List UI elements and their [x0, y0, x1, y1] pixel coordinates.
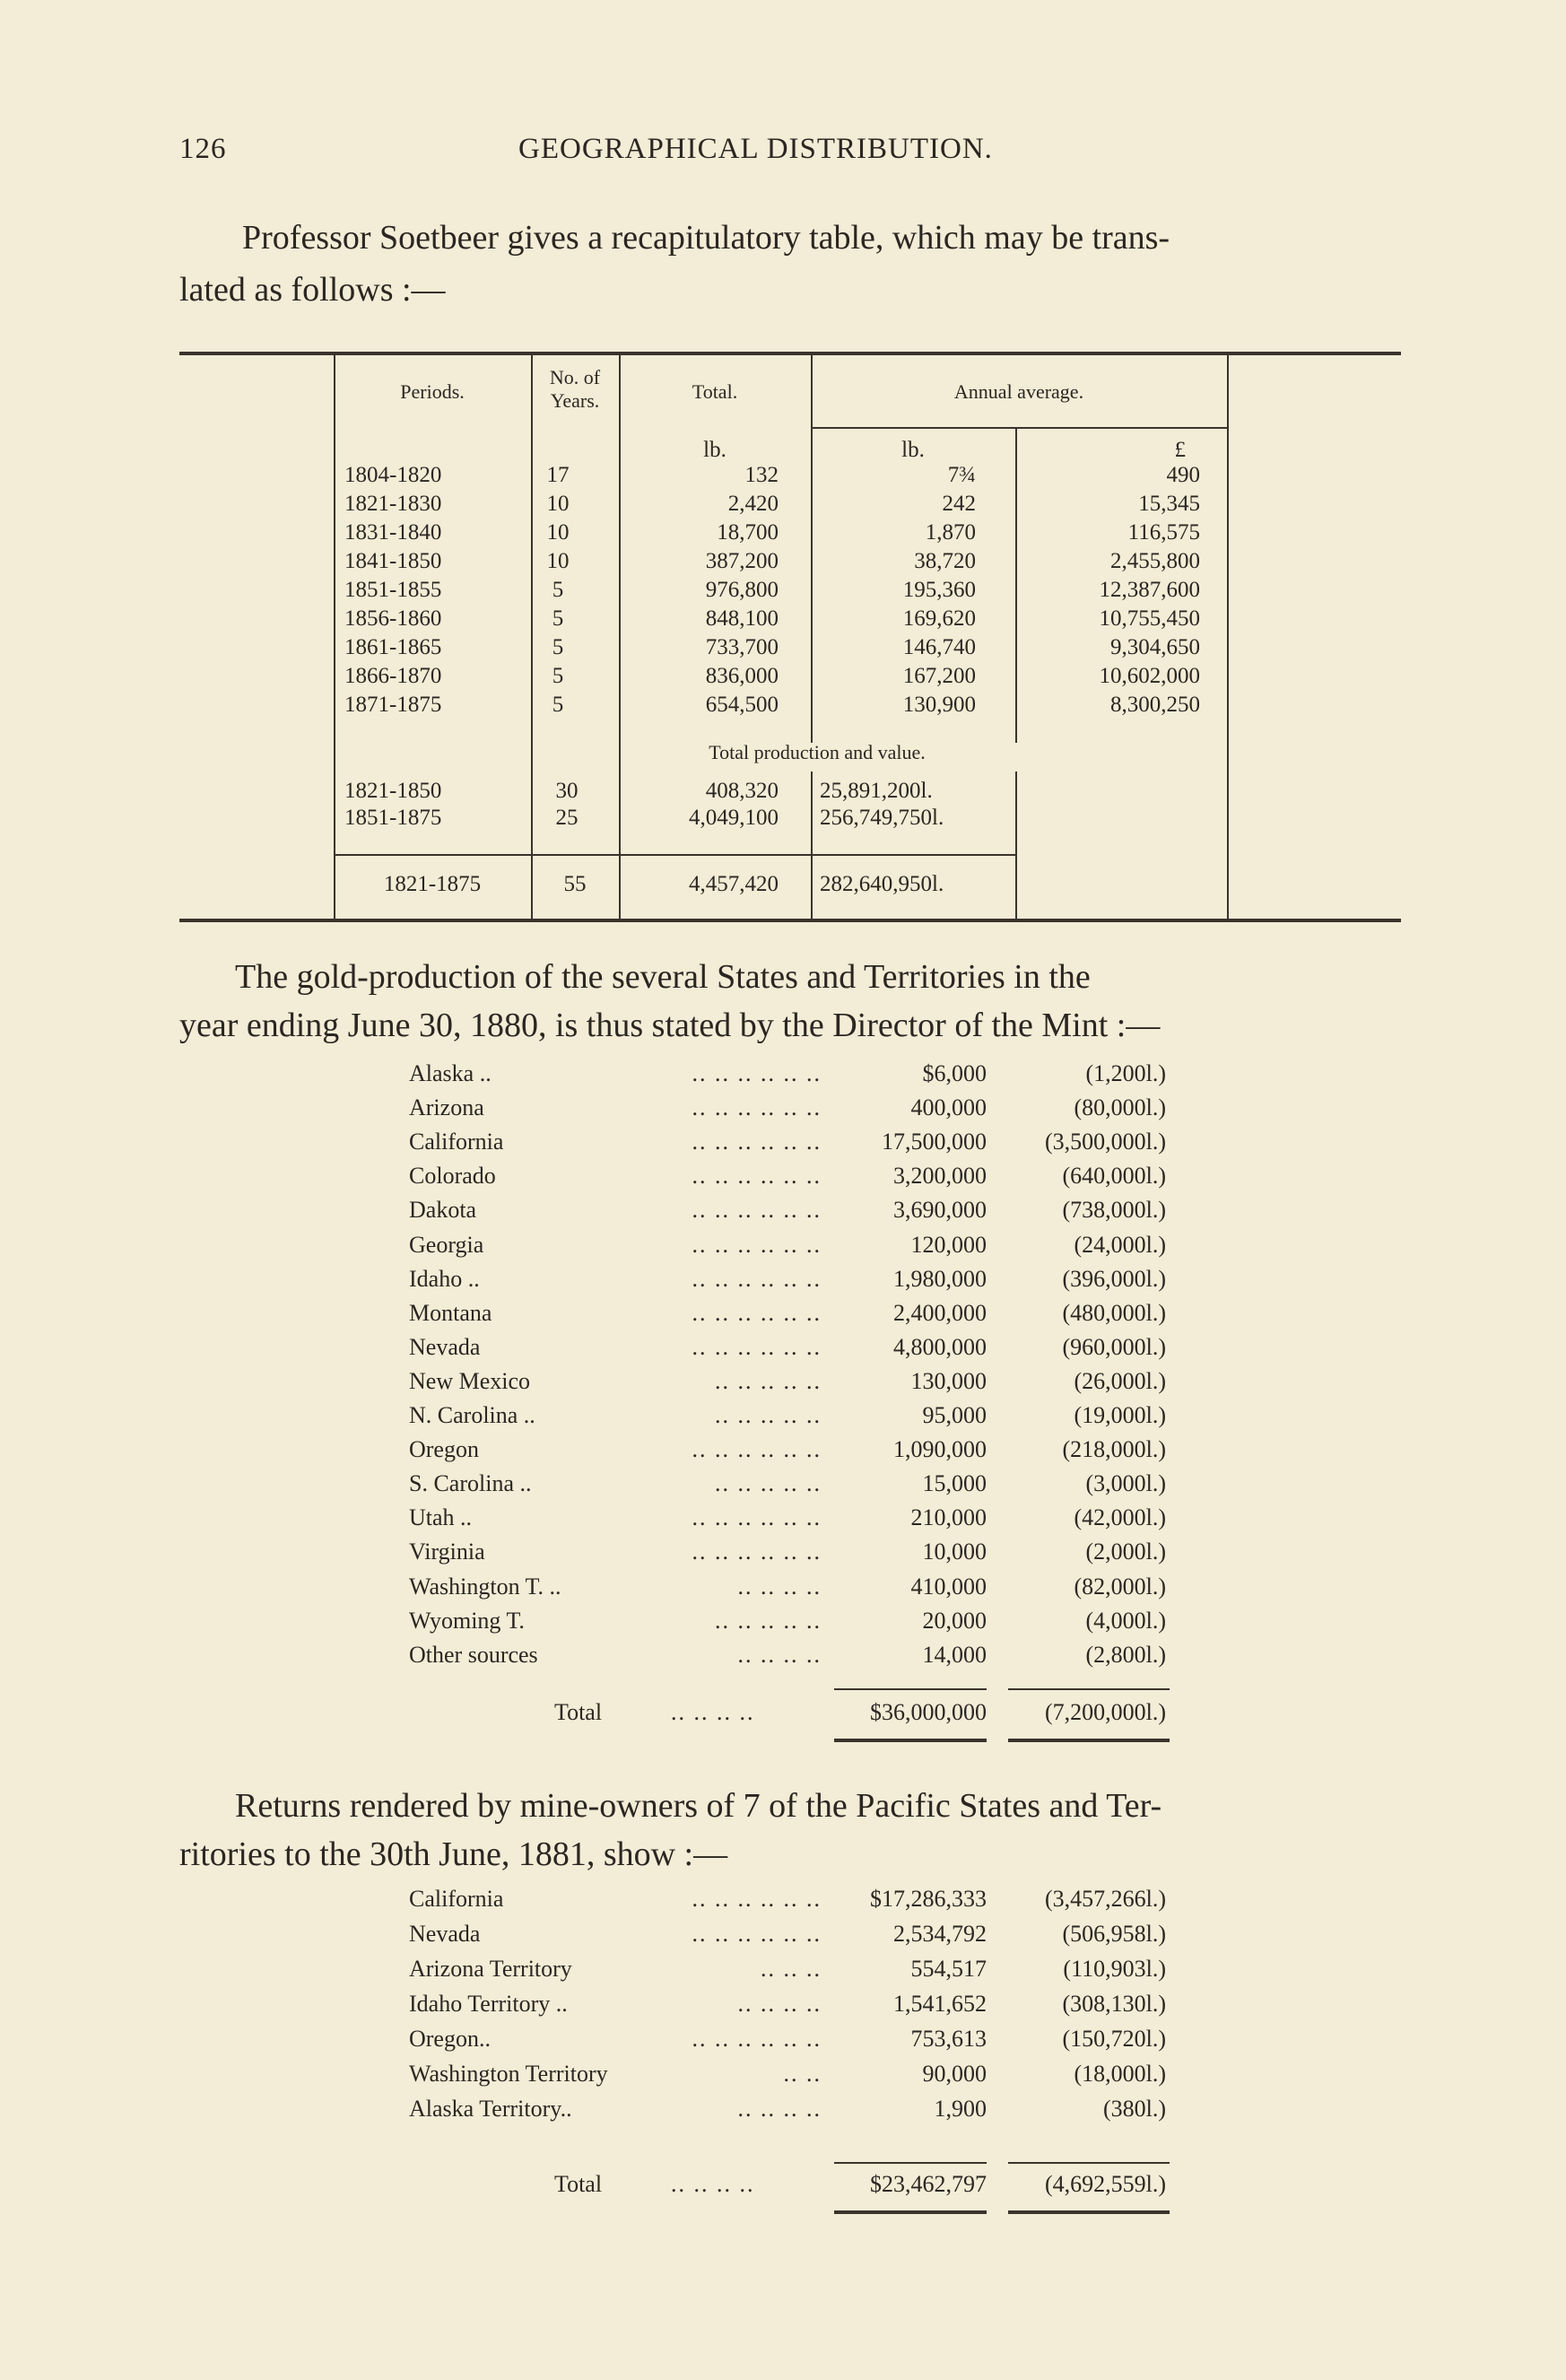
list-item-dollars: 1,900 [934, 2096, 987, 2122]
list-item-sterling: (380l.) [1102, 2096, 1166, 2122]
table-cell-years: 5 [552, 693, 564, 717]
grand-value: 282,640,950l. [820, 872, 944, 896]
table-cell-period: 1841-1850 [344, 549, 442, 573]
table-cell-avg-lb: 130,900 [902, 693, 976, 717]
table-cell-avg-lb: 7¾ [947, 463, 976, 487]
list-item-name: California [409, 1886, 504, 1912]
grand-period: 1821-1875 [383, 872, 482, 896]
table-cell-avg-lb: 242 [942, 492, 976, 516]
list-item-name: Wyoming T. [409, 1607, 525, 1634]
list-item-sterling: (82,000l.) [1074, 1573, 1166, 1600]
list-item-dollars: 130,000 [910, 1367, 987, 1394]
list-item-dollars: 1,980,000 [893, 1265, 987, 1292]
table-cell-period: 1861-1865 [344, 635, 442, 659]
table-cell-avg-value: 8,300,250 [1110, 693, 1200, 717]
list-item-name: N. Carolina .. [409, 1402, 535, 1428]
grand-total: 4,457,420 [689, 872, 779, 896]
list-item-dollars: 3,200,000 [893, 1163, 987, 1190]
table-cell-years: 10 [546, 492, 570, 516]
list-item-dollars: 95,000 [922, 1402, 987, 1428]
list-item-sterling: (26,000l.) [1074, 1367, 1166, 1394]
header-total: Total. [692, 380, 738, 403]
table-cell-years: 10 [546, 520, 570, 545]
grand-years: 55 [563, 872, 587, 896]
list-item-dots: .. .. .. .. .. .. [692, 1197, 822, 1224]
running-head: GEOGRAPHICAL DISTRIBUTION. [518, 133, 993, 165]
list-item-sterling: (4,000l.) [1085, 1607, 1166, 1634]
table-cell-avg-lb: 167,200 [902, 664, 976, 688]
list-item-dollars: 3,690,000 [893, 1197, 987, 1224]
page-number: 126 [179, 133, 227, 165]
list-item-dots: .. .. .. .. .. .. [692, 1163, 822, 1190]
list-item-dollars: 753,613 [910, 2026, 987, 2052]
list-item-sterling: (150,720l.) [1062, 2026, 1166, 2052]
table-cell-avg-lb: 1,870 [925, 520, 976, 545]
list-item-dollars: 2,400,000 [893, 1299, 987, 1326]
list-item-name: Oregon.. [409, 2026, 491, 2052]
subrow-period: 1851-1875 [344, 806, 442, 830]
table-cell-avg-lb: 195,360 [902, 578, 976, 602]
list-item-dots: .. .. .. .. .. .. [692, 1539, 822, 1565]
list-item-dollars: 14,000 [922, 1641, 987, 1668]
list-item-sterling: (506,958l.) [1062, 1921, 1166, 1947]
table-cell-years: 5 [552, 635, 564, 659]
intro-paragraph-3-line-2: ritories to the 30th June, 1881, show :— [179, 1835, 728, 1873]
unit-annual-lb: lb. [901, 438, 925, 462]
list-item-dots: .. .. .. .. .. .. [692, 1265, 822, 1292]
list-item-dollars: 1,090,000 [893, 1436, 987, 1463]
unit-annual-pounds: £ [1174, 438, 1186, 462]
list-item-dots: .. .. .. .. .. [715, 1367, 822, 1394]
list-item-sterling: (640,000l.) [1062, 1163, 1166, 1190]
header-years-line-1: No. of [549, 366, 601, 388]
table-cell-avg-value: 490 [1166, 463, 1200, 487]
list-item-dollars: 15,000 [922, 1470, 987, 1497]
table-cell-period: 1856-1860 [344, 606, 442, 631]
list-item-name: Alaska .. [409, 1060, 492, 1086]
list-item-dots: .. .. .. .. .. .. [692, 1231, 822, 1258]
subrow-period: 1821-1850 [344, 779, 442, 803]
list-item-name: S. Carolina .. [409, 1470, 532, 1497]
subrow-total: 408,320 [705, 779, 779, 803]
table-cell-avg-lb: 169,620 [902, 606, 976, 631]
list-item-sterling: (3,500,000l.) [1044, 1129, 1166, 1155]
total-1881-label: Total [554, 2171, 603, 2197]
table-cell-years: 5 [552, 578, 564, 602]
table-cell-avg-value: 12,387,600 [1099, 578, 1200, 602]
intro-paragraph-1-line-1: Professor Soetbeer gives a recapitulatory table, which may be trans- [242, 219, 1170, 257]
list-item-sterling: (24,000l.) [1074, 1231, 1166, 1258]
table-cell-total: 733,700 [705, 635, 779, 659]
total-1880-dollars: $36,000,000 [870, 1699, 987, 1725]
header-years-line-2: Years. [550, 389, 600, 412]
list-item-sterling: (42,000l.) [1074, 1504, 1166, 1531]
subrow-years: 25 [555, 806, 579, 830]
table-cell-avg-value: 15,345 [1138, 492, 1200, 516]
list-item-sterling: (3,000l.) [1085, 1470, 1166, 1497]
subrow-total: 4,049,100 [689, 806, 779, 830]
intro-paragraph-1-line-2: lated as follows :— [179, 271, 446, 309]
table-cell-avg-lb: 146,740 [902, 635, 976, 659]
table-cell-total: 848,100 [705, 606, 779, 631]
table-cell-years: 10 [546, 549, 570, 573]
table-cell-total: 132 [744, 463, 779, 487]
subrow-years: 30 [555, 779, 579, 803]
list-item-dollars: 10,000 [922, 1539, 987, 1565]
list-item-dots: .. .. .. .. .. .. [692, 1094, 822, 1121]
total-1881-dollars: $23,462,797 [870, 2171, 987, 2197]
list-item-dollars: 90,000 [922, 2061, 987, 2087]
table-cell-total: 654,500 [705, 693, 779, 717]
unit-total-lb: lb. [703, 438, 726, 462]
list-item-sterling: (80,000l.) [1074, 1094, 1166, 1121]
list-item-dollars: 554,517 [910, 1956, 987, 1982]
list-item-name: Alaska Territory.. [409, 2096, 572, 2122]
list-item-sterling: (480,000l.) [1062, 1299, 1166, 1326]
list-item-sterling: (2,000l.) [1085, 1539, 1166, 1565]
table-cell-period: 1851-1855 [344, 578, 442, 602]
list-item-dollars: 410,000 [910, 1573, 987, 1600]
list-item-name: Georgia [409, 1231, 484, 1258]
list-item-dots: .. .. .. .. .. .. [692, 1299, 822, 1326]
table-cell-total: 18,700 [717, 520, 779, 545]
list-item-dots: .. .. .. .. .. [715, 1470, 822, 1497]
list-item-dots: .. .. [783, 2061, 822, 2087]
list-item-sterling: (18,000l.) [1074, 2061, 1166, 2087]
table-cell-period: 1871-1875 [344, 693, 442, 717]
list-item-name: Colorado [409, 1163, 496, 1190]
list-item-dots: .. .. .. .. .. .. [692, 1921, 822, 1947]
intro-paragraph-2-line-1: The gold-production of the several States and Territories in the [235, 958, 1091, 996]
list-item-sterling: (110,903l.) [1063, 1956, 1166, 1982]
table-cell-avg-lb: 38,720 [914, 549, 976, 573]
table-cell-period: 1831-1840 [344, 520, 442, 545]
list-item-sterling: (2,800l.) [1085, 1641, 1166, 1668]
table-subheading: Total production and value. [709, 741, 926, 763]
table-cell-total: 836,000 [705, 664, 779, 688]
list-item-dollars: 20,000 [922, 1607, 987, 1634]
list-item-name: Idaho Territory .. [409, 1991, 568, 2017]
list-item-sterling: (738,000l.) [1062, 1197, 1166, 1224]
table-cell-period: 1821-1830 [344, 492, 442, 516]
list-item-name: Nevada [409, 1333, 481, 1360]
table-cell-total: 2,420 [727, 492, 779, 516]
list-item-name: Washington Territory [409, 2061, 608, 2087]
intro-paragraph-3-line-1: Returns rendered by mine-owners of 7 of the Pacific States and Ter- [235, 1787, 1162, 1825]
list-item-dots: .. .. .. .. [737, 1573, 822, 1600]
list-item-name: Oregon [409, 1436, 479, 1463]
list-item-dots: .. .. .. .. .. .. [692, 1333, 822, 1360]
list-item-name: Idaho .. [409, 1265, 480, 1292]
list-item-dollars: $6,000 [922, 1060, 987, 1086]
subrow-value: 256,749,750l. [820, 806, 944, 830]
total-1881-dots: .. .. .. .. [671, 2171, 755, 2197]
table-cell-total: 976,800 [705, 578, 779, 602]
list-item-dollars: 4,800,000 [893, 1333, 987, 1360]
list-item-dollars: $17,286,333 [870, 1886, 987, 1912]
list-item-dollars: 1,541,652 [893, 1991, 987, 2017]
list-item-dots: .. .. .. .. .. .. [692, 1060, 822, 1086]
list-item-dollars: 120,000 [910, 1231, 987, 1258]
table-cell-period: 1804-1820 [344, 463, 442, 487]
list-item-name: California [409, 1129, 504, 1155]
list-item-name: New Mexico [409, 1367, 531, 1394]
list-item-name: Washington T. .. [409, 1573, 561, 1600]
list-item-name: Nevada [409, 1921, 481, 1947]
intro-paragraph-2-line-2: year ending June 30, 1880, is thus stated by the Director of the Mint :— [179, 1007, 1161, 1044]
list-item-name: Arizona Territory [409, 1956, 572, 1982]
list-item-sterling: (19,000l.) [1074, 1402, 1166, 1428]
table-cell-avg-value: 10,755,450 [1099, 606, 1200, 631]
list-item-dots: .. .. .. .. .. .. [692, 1886, 822, 1912]
list-item-dollars: 2,534,792 [893, 1921, 987, 1947]
header-periods: Periods. [400, 380, 465, 403]
table-cell-avg-value: 9,304,650 [1110, 635, 1200, 659]
list-item-name: Montana [409, 1299, 492, 1326]
list-item-dots: .. .. .. [761, 1956, 822, 1982]
list-item-dots: .. .. .. .. [737, 2096, 822, 2122]
table-cell-period: 1866-1870 [344, 664, 442, 688]
list-item-sterling: (3,457,266l.) [1044, 1886, 1166, 1912]
list-item-dots: .. .. .. .. [737, 1991, 822, 2017]
list-item-sterling: (308,130l.) [1062, 1991, 1166, 2017]
list-item-name: Arizona [409, 1094, 484, 1121]
list-item-dots: .. .. .. .. .. .. [692, 2026, 822, 2052]
table-cell-avg-value: 116,575 [1127, 520, 1200, 545]
total-1880-dots: .. .. .. .. [671, 1699, 755, 1725]
total-1880-label: Total [554, 1699, 603, 1725]
list-item-dots: .. .. .. .. [737, 1641, 822, 1668]
subrow-value: 25,891,200l. [820, 779, 933, 803]
list-item-dots: .. .. .. .. .. [715, 1402, 822, 1428]
list-item-sterling: (1,200l.) [1085, 1060, 1166, 1086]
list-item-sterling: (396,000l.) [1062, 1265, 1166, 1292]
list-item-dots: .. .. .. .. .. .. [692, 1129, 822, 1155]
list-item-name: Dakota [409, 1197, 477, 1224]
header-annual-average: Annual average. [953, 380, 1084, 403]
list-item-dollars: 400,000 [910, 1094, 987, 1121]
list-item-dots: .. .. .. .. .. [715, 1607, 822, 1634]
list-item-name: Utah .. [409, 1504, 473, 1531]
list-item-dollars: 17,500,000 [882, 1129, 987, 1155]
list-item-sterling: (218,000l.) [1062, 1436, 1166, 1463]
list-item-dots: .. .. .. .. .. .. [692, 1504, 822, 1531]
list-item-name: Other sources [409, 1641, 538, 1668]
total-1881-sterling: (4,692,559l.) [1044, 2171, 1166, 2197]
list-item-sterling: (960,000l.) [1062, 1333, 1166, 1360]
list-item-dots: .. .. .. .. .. .. [692, 1436, 822, 1463]
total-1880-sterling: (7,200,000l.) [1044, 1699, 1166, 1725]
table-cell-years: 5 [552, 664, 564, 688]
table-cell-total: 387,200 [705, 549, 779, 573]
table-cell-years: 17 [546, 463, 570, 487]
table-cell-avg-value: 2,455,800 [1110, 549, 1200, 573]
list-item-name: Virginia [409, 1539, 485, 1565]
table-cell-avg-value: 10,602,000 [1099, 664, 1200, 688]
list-item-dollars: 210,000 [910, 1504, 987, 1531]
table-cell-years: 5 [552, 606, 564, 631]
